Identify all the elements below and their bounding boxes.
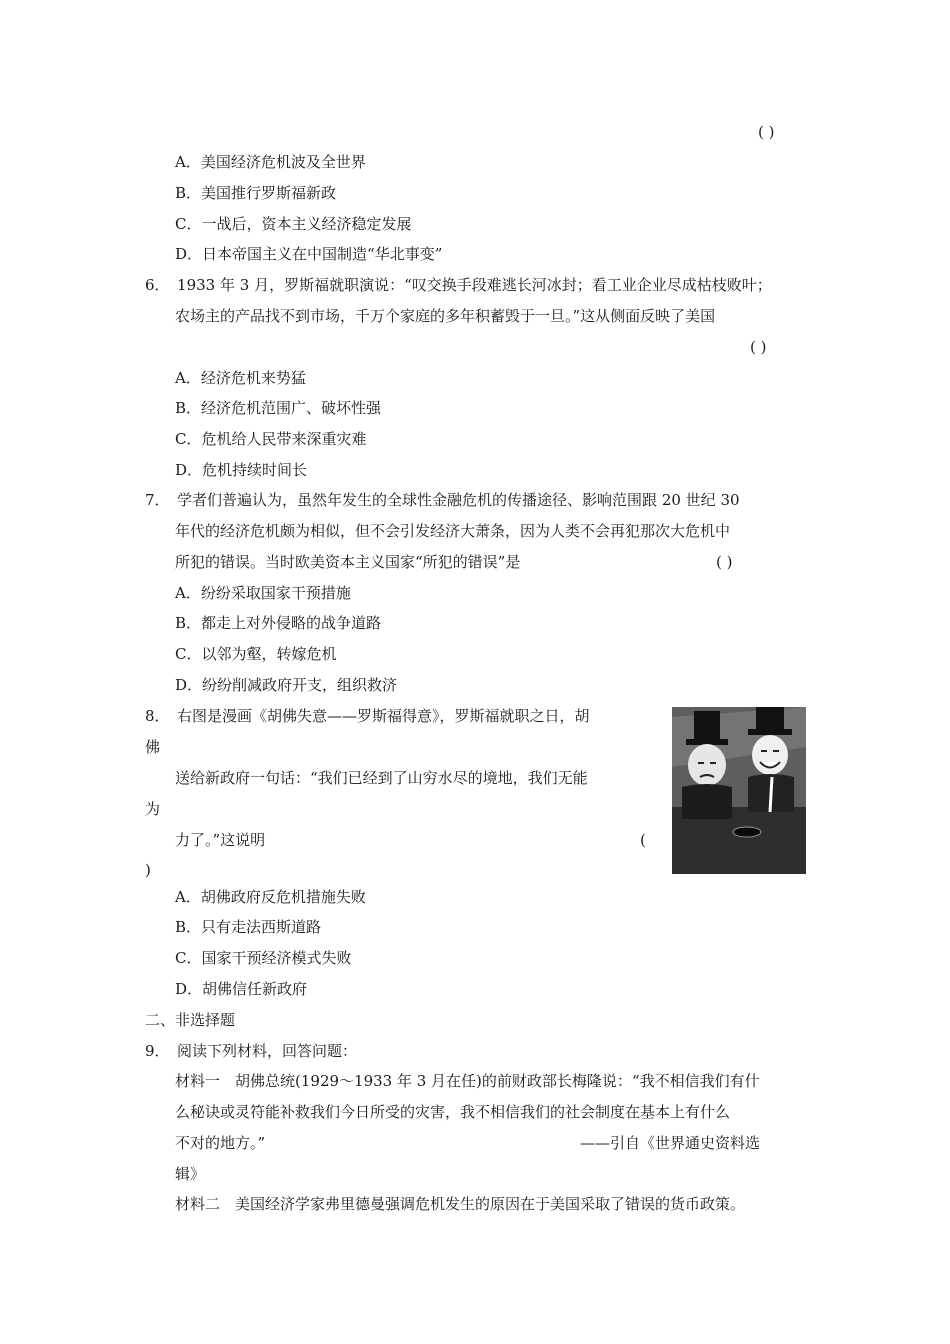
q8-option-a: A．胡佛政府反危机措施失败 <box>175 888 366 906</box>
q7-option-c: C．以邻为壑，转嫁危机 <box>175 645 337 663</box>
answer-paren-q7: ( ) <box>716 553 733 571</box>
q9-material2-line1: 材料二 美国经济学家弗里德曼强调危机发生的原因在于美国采取了错误的货币政策。 <box>175 1195 746 1213</box>
q8-stem-line1: 8． 右图是漫画《胡佛失意——罗斯福得意》，罗斯福就职之日，胡 <box>145 707 590 725</box>
q9-material1-source-wrap: 辑》 <box>175 1165 206 1183</box>
q7-option-b: B．都走上对外侵略的战争道路 <box>175 614 382 632</box>
q6-option-b: B．经济危机范围广、破坏性强 <box>175 399 382 417</box>
q7-stem-line3: 所犯的错误。当时欧美资本主义国家“所犯的错误”是 <box>175 553 521 571</box>
q8-stem-line2: 送给新政府一句话：“我们已经到了山穷水尽的境地，我们无能 <box>175 769 588 787</box>
q6-option-a: A．经济危机来势猛 <box>175 369 306 387</box>
answer-paren-q8-close: ) <box>145 861 151 879</box>
q5-option-a: A．美国经济危机波及全世界 <box>175 153 366 171</box>
q6-option-d: D．危机持续时间长 <box>175 461 308 479</box>
answer-paren-q5: ( ) <box>758 123 775 141</box>
q6-option-c: C．危机给人民带来深重灾难 <box>175 430 367 448</box>
q7-option-a: A．纷纷采取国家干预措施 <box>175 584 351 602</box>
q8-stem-line1-wrap: 佛 <box>145 738 161 756</box>
q8-option-c: C．国家干预经济模式失败 <box>175 949 352 967</box>
q8-stem-line3: 力了。”这说明 <box>175 831 266 849</box>
section-heading-non-choice: 二、非选择题 <box>145 1011 236 1029</box>
q8-stem-line2-wrap: 为 <box>145 800 161 818</box>
q9-material1-source: ——引自《世界通史资料选 <box>580 1134 761 1152</box>
q9-stem: 9． 阅读下列材料，回答问题： <box>145 1042 358 1060</box>
q8-option-d: D．胡佛信任新政府 <box>175 980 308 998</box>
q7-stem-line1: 7． 学者们普遍认为，虽然年发生的全球性金融危机的传播途径、影响范围跟 20 世纪 30 <box>145 491 740 509</box>
q5-option-d: D．日本帝国主义在中国制造“华北事变” <box>175 245 443 263</box>
q6-stem-line2: 农场主的产品找不到市场，千万个家庭的多年积蓄毁于一旦。”这从侧面反映了美国 <box>175 307 716 325</box>
cartoon-illustration <box>672 707 806 874</box>
q8-option-b: B．只有走法西斯道路 <box>175 918 322 936</box>
q7-option-d: D．纷纷削减政府开支，组织救济 <box>175 676 398 694</box>
q5-option-c: C．一战后，资本主义经济稳定发展 <box>175 215 412 233</box>
q9-material1-line1: 材料一 胡佛总统(1929～1933 年 3 月在任)的前财政部长梅隆说：“我不相信我们有什 <box>175 1072 760 1090</box>
answer-paren-q8-open: ( <box>640 831 646 849</box>
answer-paren-q6: ( ) <box>750 338 767 356</box>
cartoon-drawing <box>672 707 806 874</box>
q9-material1-line2: 么秘诀或灵符能补救我们今日所受的灾害，我不相信我们的社会制度在基本上有什么 <box>175 1103 731 1121</box>
q7-stem-line2: 年代的经济危机颇为相似，但不会引发经济大萧条，因为人类不会再犯那次大危机中 <box>175 522 731 540</box>
q6-stem-line1: 6． 1933 年 3 月，罗斯福就职演说：“叹交换手段难逃长河冰封；看工业企业尽成枯枝败叶； <box>145 276 772 294</box>
q5-option-b: B．美国推行罗斯福新政 <box>175 184 337 202</box>
q9-material1-line3: 不对的地方。” <box>175 1134 266 1152</box>
